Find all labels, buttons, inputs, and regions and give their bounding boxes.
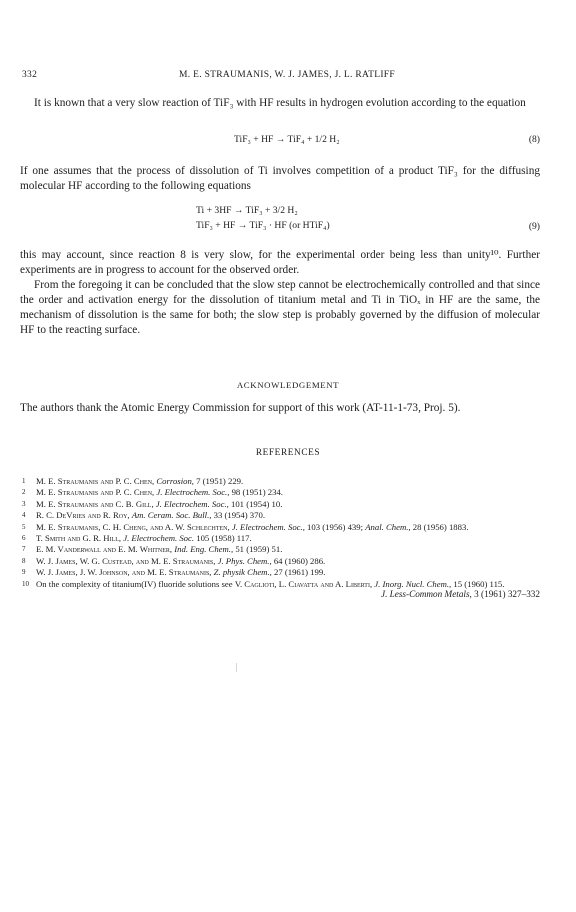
reference-details: 98 (1951) 234. bbox=[231, 487, 283, 498]
reference-details: 27 (1961) 199. bbox=[273, 567, 326, 578]
reference-details: 103 (1956) 439; bbox=[307, 521, 364, 532]
reference-number: 9 bbox=[22, 568, 26, 577]
reference-item bbox=[22, 567, 542, 578]
reference-journal-2: Anal. Chem., bbox=[365, 521, 411, 532]
reference-details: 7 (1951) 229. bbox=[196, 476, 244, 486]
journal-name: J. Less-Common Metals, bbox=[381, 589, 472, 599]
reference-authors: M. E. Straumanis and P. C. Chen, bbox=[36, 476, 155, 486]
reference-item bbox=[22, 522, 542, 533]
reference-number: 2 bbox=[22, 488, 26, 497]
reference-item bbox=[22, 544, 542, 555]
paragraph-3b: From the foregoing it can be concluded that the slow step cannot be electrochemically controlled and that since the order and activation energy for the dissolution of titanium metal and Ti in TiOₓ in HF are the same, the mechanism of dissolution is the same for both; the slow step is probably governed by the diffusion of molecular HF to the reacting surface. bbox=[20, 279, 540, 336]
running-authors: M. E. STRAUMANIS, W. J. JAMES, J. L. RATLIFF bbox=[179, 70, 395, 80]
reference-authors: V. Caglioti, L. Ciavatta and A. Liberti, bbox=[234, 578, 373, 589]
equation-8-number: (8) bbox=[528, 134, 540, 145]
reference-number: 7 bbox=[22, 545, 26, 554]
reference-authors: T. Smith and G. R. Hill, bbox=[36, 533, 122, 544]
reference-number: 1 bbox=[22, 477, 26, 485]
references-heading: REFERENCES bbox=[255, 448, 321, 458]
reference-number: 3 bbox=[22, 499, 26, 508]
equation-9-number: (9) bbox=[528, 221, 540, 232]
reference-prefix: On the complexity of titanium(IV) fluoride solutions see bbox=[36, 578, 233, 589]
reference-item bbox=[22, 510, 542, 521]
reference-journal: J. Electrochem. Soc., bbox=[156, 487, 230, 498]
equation-9b: TiF₃ + HF → TiF₃ · HF (or HTiF₄) bbox=[196, 220, 330, 231]
reference-details: 105 (1958) 117. bbox=[196, 533, 252, 544]
reference-authors: W. J. James, W. G. Custead, and M. E. Straumanis, bbox=[36, 555, 216, 566]
reference-journal: Corrosion, bbox=[156, 476, 194, 486]
reference-details: 33 (1954) 370. bbox=[213, 510, 265, 521]
reference-details-2: 28 (1956) 1883. bbox=[412, 521, 469, 532]
reference-journal: Ind. Eng. Chem., bbox=[174, 544, 234, 555]
paragraph-1: It is known that a very slow reaction of TiF₃ with HF results in hydrogen evolution according to the equation bbox=[34, 97, 526, 109]
reference-journal: Am. Ceram. Soc. Bull., bbox=[131, 510, 212, 521]
reference-details: 64 (1960) 286. bbox=[273, 555, 326, 566]
reference-journal: J. Inorg. Nucl. Chem., bbox=[374, 578, 452, 589]
journal-volume: 3 (1961) 327–332 bbox=[474, 589, 540, 599]
reference-authors: M. E. Straumanis and P. C. Chen, bbox=[36, 487, 155, 498]
reference-journal: Z. physik Chem., bbox=[213, 567, 272, 578]
acknowledgement-text: The authors thank the Atomic Energy Commission for support of this work (AT-11-1-73, Proj. 5). bbox=[20, 402, 461, 414]
reference-authors: M. E. Straumanis and C. B. Gill, bbox=[36, 498, 154, 509]
reference-item bbox=[22, 556, 542, 567]
reference-authors: W. J. James, J. W. Johnson, and M. E. Straumanis, bbox=[36, 567, 212, 578]
reference-number: 5 bbox=[22, 522, 26, 531]
paragraph-3a: this may account, since reaction 8 is very slow, for the experimental order being less than unity¹⁰. Further experiments are in progress to account for the observed order. bbox=[20, 249, 540, 276]
reference-authors: R. C. DeVries and R. Roy, bbox=[36, 510, 130, 521]
reference-item bbox=[22, 499, 542, 510]
reference-item bbox=[22, 487, 542, 498]
reference-details: 51 (1959) 51. bbox=[235, 544, 283, 555]
reference-item bbox=[22, 476, 542, 487]
reference-authors: E. M. Vanderwall and E. M. Whitner, bbox=[36, 544, 173, 555]
reference-details: 15 (1960) 115. bbox=[453, 578, 505, 589]
reference-journal: J. Electrochem. Soc., bbox=[155, 498, 229, 509]
running-header bbox=[22, 70, 552, 84]
acknowledgement-heading: ACKNOWLEDGEMENT bbox=[236, 380, 340, 390]
reference-number: 6 bbox=[22, 534, 26, 543]
journal-footer bbox=[381, 589, 540, 599]
reference-journal: J. Phys. Chem., bbox=[217, 555, 272, 566]
reference-journal: J. Electrochem. Soc., bbox=[231, 521, 305, 532]
reference-number: 8 bbox=[22, 556, 26, 565]
reference-authors: M. E. Straumanis, C. H. Cheng, and A. W. Schlechten, bbox=[36, 521, 230, 532]
reference-item bbox=[22, 533, 542, 544]
scan-mark bbox=[236, 663, 237, 672]
reference-number: 10 bbox=[22, 579, 29, 588]
reference-details: 101 (1954) 10. bbox=[230, 498, 283, 509]
reference-list bbox=[22, 476, 542, 590]
reference-journal: J. Electrochem. Soc. bbox=[123, 533, 195, 544]
paragraph-2: If one assumes that the process of dissolution of Ti involves competition of a product TiF₃ for the diffusing molecular HF according to the following equations bbox=[20, 165, 540, 192]
equation-9a: Ti + 3HF → TiF₃ + 3/2 H₂ bbox=[196, 205, 298, 216]
paragraph-3 bbox=[20, 248, 540, 338]
equation-8: TiF₃ + HF → TiF₄ + 1/2 H₂ bbox=[234, 134, 340, 145]
reference-number: 4 bbox=[22, 511, 26, 520]
page-number: 332 bbox=[22, 70, 38, 80]
